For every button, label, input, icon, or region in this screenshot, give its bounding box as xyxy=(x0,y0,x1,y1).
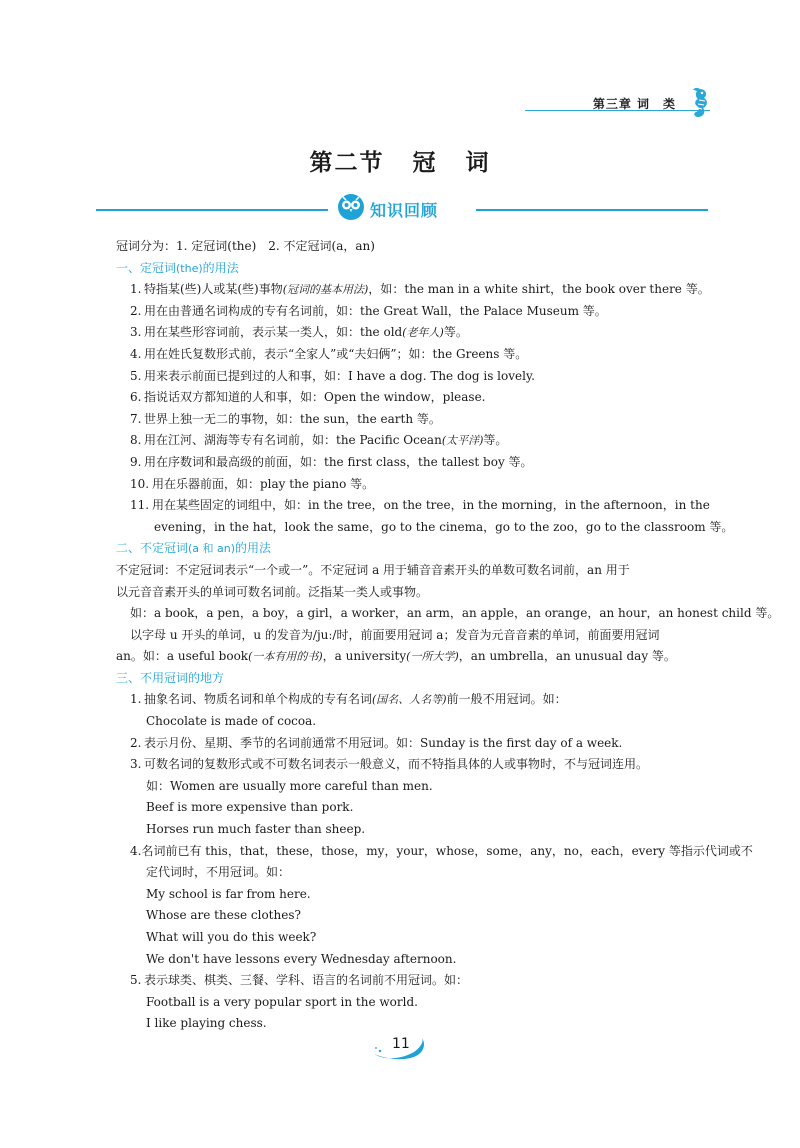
item-number: 3. xyxy=(130,757,142,772)
s3-i1-a: 抽象名词、物质名词和单个构成的专有名词 xyxy=(144,692,373,707)
item-number: 9. xyxy=(130,454,142,469)
item-text-tail: 等。 xyxy=(443,325,468,340)
section-heading-1-b: 的用法 xyxy=(202,260,239,275)
header-rule xyxy=(525,110,710,111)
section-heading-1-a: 一、定冠词 xyxy=(116,260,177,275)
item-number: 11. xyxy=(130,498,150,513)
item-text-main: 用在姓氏复数形式前，表示“全家人”或“夫妇俩”；如：the Greens 等。 xyxy=(144,346,528,361)
list-item-5 xyxy=(116,366,716,388)
seahorse-icon xyxy=(686,86,712,120)
item-text: 表示球类、棋类、三餐、学科、语言的名词前不用冠词。如： xyxy=(144,973,469,988)
item-text xyxy=(144,279,710,301)
item-number: 6. xyxy=(130,390,142,405)
s3-item-4 xyxy=(116,841,753,863)
intro-line: 冠词分为：1. 定冠词(the) 2. 不定冠词(a，an) xyxy=(116,239,375,253)
item-number: 5. xyxy=(130,368,142,383)
banner-rule-right xyxy=(476,209,708,211)
item-text xyxy=(144,452,533,474)
item-number: 3. xyxy=(130,325,142,340)
s3-item-1 xyxy=(116,689,716,711)
list-item-1 xyxy=(116,279,716,301)
list-item-9 xyxy=(116,452,716,474)
item-text-main: 特指某(些)人或某(些)事物 xyxy=(144,282,283,297)
content-body xyxy=(116,236,780,1035)
item-number: 4. xyxy=(130,346,142,361)
p3-note-1: (一本有用的书) xyxy=(248,650,323,664)
s3-i1-note: (国名、人名等) xyxy=(372,693,447,707)
p3-text-c: ，an umbrella，an unusual day 等。 xyxy=(458,649,676,664)
section-heading-1-paren: (the) xyxy=(176,261,203,275)
item-text-main: 用来表示前面已提到过的人和事，如：I have a dog. The dog is lovely. xyxy=(144,368,535,383)
item-text: 表示月份、星期、季节的名词前通常不用冠词。如：Sunday is the first day of a week. xyxy=(144,735,623,750)
section-heading-1 xyxy=(116,258,716,280)
example-line: 如：Women are usually more careful than men. xyxy=(146,778,433,793)
item-text: 可数名词的复数形式或不可数名词表示一般意义，而不特指具体的人或事物时，不与冠词连用。 xyxy=(144,757,649,772)
list-item-6 xyxy=(116,387,716,409)
item-text xyxy=(144,322,468,344)
s3-item-2 xyxy=(116,733,716,755)
item-number: 2. xyxy=(130,303,142,318)
item-text-main: 用在序数词和最高级的前面，如：the first class，the tallest boy 等。 xyxy=(144,454,533,469)
s3-item-3 xyxy=(116,754,716,776)
example-line: Horses run much faster than sheep. xyxy=(146,822,366,837)
section1-list xyxy=(116,279,716,495)
p3-note-2: (一所大学) xyxy=(406,650,459,664)
item-text-tail: 等。 xyxy=(483,433,508,448)
list-item-10 xyxy=(116,474,716,496)
item-text: 用在某些固定的词组中，如：in the tree，on the tree，in the morning，in the afternoon，in the xyxy=(152,498,710,513)
example-line: We don't have lessons every Wednesday afternoon. xyxy=(146,951,457,966)
page-number-text: 11 xyxy=(392,1036,410,1052)
p3-text-a: an。如：a useful book xyxy=(116,649,249,664)
p3-text-b: ，a university xyxy=(322,649,407,664)
example-line: Football is a very popular sport in the world. xyxy=(146,994,418,1009)
s3-item-4-cont: 定代词时，不用冠词。如： xyxy=(146,865,291,880)
paragraph-3-line-2 xyxy=(116,646,716,668)
owl-icon xyxy=(336,192,366,226)
list-item-7 xyxy=(116,409,716,431)
section-banner xyxy=(96,192,708,226)
example-line: Chocolate is made of cocoa. xyxy=(146,714,317,729)
list-item-3 xyxy=(116,322,716,344)
example-line: What will you do this week? xyxy=(146,930,317,944)
item-text-main: 用在某些形容词前，表示某一类人，如：the old xyxy=(144,325,403,340)
section-heading-2-paren: (a 和 an) xyxy=(188,542,236,556)
banner-label: 知识回顾 xyxy=(370,200,439,220)
item-text xyxy=(152,474,374,496)
example-line: My school is far from here. xyxy=(146,886,311,901)
item-text-tail: ，如：the man in a white shirt，the book over there 等。 xyxy=(368,282,710,297)
section-heading-2-b: 的用法 xyxy=(235,541,272,556)
item-number: 4. xyxy=(130,843,142,858)
chapter-label: 第三章 词 类 xyxy=(592,96,676,111)
paragraph-1-line-2: 以元音音素开头的单词可数名词前。泛指某一类人或事物。 xyxy=(116,584,429,599)
title-section: 第二节 xyxy=(309,150,385,176)
item-number: 7. xyxy=(130,411,142,426)
item-text xyxy=(144,301,607,323)
item-note: (太平洋) xyxy=(441,434,484,448)
item-number: 8. xyxy=(130,433,142,448)
title-word-1: 冠 xyxy=(412,150,438,176)
item-note: (冠词的基本用法) xyxy=(282,283,369,297)
item-text xyxy=(144,689,567,711)
paragraph-1-line-1: 不定冠词：不定冠词表示“一个或一”。不定冠词 a 用于辅音音素开头的单数可数名词前，an 用于 xyxy=(116,562,630,577)
running-header xyxy=(593,86,712,120)
page-number xyxy=(370,1034,430,1060)
list-item-11-cont: evening，in the hat，look the same，go to the cinema，go to the zoo，go to the classroom 等。 xyxy=(154,519,734,534)
item-text-main: 指说话双方都知道的人和事，如：Open the window，please. xyxy=(144,390,486,405)
section-heading-2-a: 二、不定冠词 xyxy=(116,541,189,556)
banner-rule-left xyxy=(96,209,328,211)
list-item-11 xyxy=(116,495,716,517)
page-title xyxy=(0,144,800,177)
item-number: 1. xyxy=(130,282,142,297)
section-heading-2 xyxy=(116,538,716,560)
title-word-2: 词 xyxy=(465,150,491,176)
example-line: I like playing chess. xyxy=(146,1016,267,1031)
example-line: Whose are these clothes? xyxy=(146,908,301,923)
item-text-main: 用在乐器前面，如：play the piano 等。 xyxy=(152,476,375,491)
item-text xyxy=(144,430,507,452)
example-line: Beef is more expensive than pork. xyxy=(146,800,354,815)
s3-item-5 xyxy=(116,970,716,992)
item-text xyxy=(144,366,535,388)
item-note: (老年人) xyxy=(402,326,444,340)
item-number: 2. xyxy=(130,735,142,750)
list-item-2 xyxy=(116,301,716,323)
item-number: 1. xyxy=(130,692,142,707)
item-text: 名词前已有 this，that，these，those，my，your，whose，some，any，no，each，every 等指示代词或不 xyxy=(141,843,753,858)
s3-i1-b: 前一般不用冠词。如： xyxy=(446,692,567,707)
list-item-4 xyxy=(116,344,716,366)
item-text xyxy=(144,344,527,366)
item-text-main: 用在由普通名词构成的专有名词前，如：the Great Wall，the Palace Museum 等。 xyxy=(144,303,607,318)
item-number: 10. xyxy=(130,476,150,491)
item-number: 5. xyxy=(130,973,142,988)
paragraph-3-line-1: 以字母 u 开头的单词，u 的发音为/juː/时，前面要用冠词 a；发音为元音音素的单词，前面要用冠词 xyxy=(130,627,660,642)
banner-badge xyxy=(336,192,468,226)
paragraph-2: 如：a book，a pen，a boy，a girl，a worker，an arm，an apple，an orange，an hour，an honest child 等。 xyxy=(130,606,780,621)
section-heading-3: 三、不用冠词的地方 xyxy=(116,670,225,685)
item-text-main: 用在江河、湖海等专有名词前，如：the Pacific Ocean xyxy=(144,433,442,448)
item-text xyxy=(144,409,441,431)
item-text xyxy=(144,387,486,409)
list-item-8 xyxy=(116,430,716,452)
item-text-main: 世界上独一无二的事物，如：the sun，the earth 等。 xyxy=(144,411,441,426)
